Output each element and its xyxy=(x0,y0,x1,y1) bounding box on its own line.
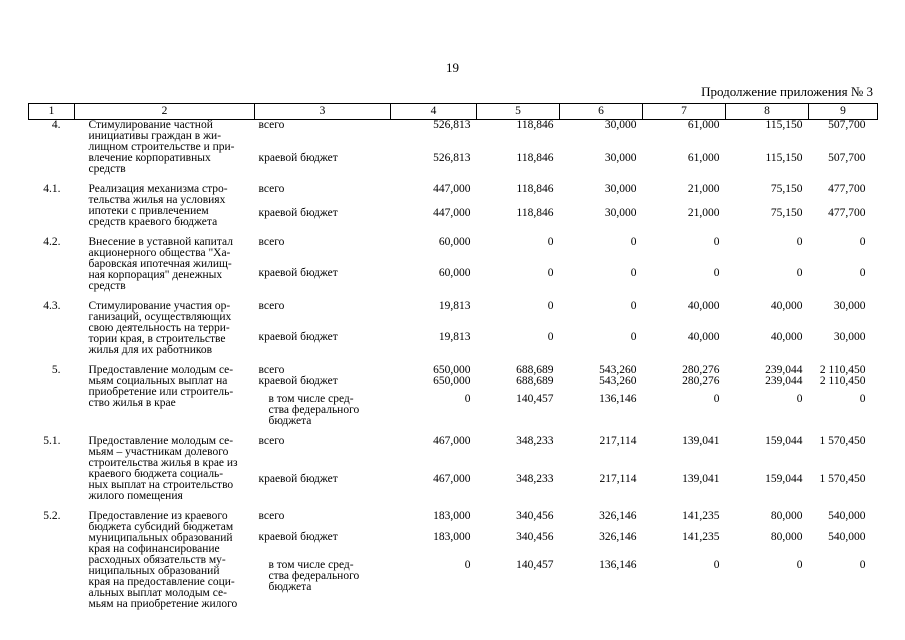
value-cell: 326,146 xyxy=(599,510,637,522)
value-cell: 30,000 xyxy=(604,207,637,220)
text-line: ниципальных образований xyxy=(88,565,220,577)
value-cell: 0 xyxy=(464,393,471,405)
value-cell: 40,000 xyxy=(687,331,720,343)
value-cell: 139,041 xyxy=(682,472,720,485)
funding-source: краевой бюджет xyxy=(258,267,338,279)
value-cell: 140,457 xyxy=(516,393,554,405)
value-cell: 507,700 xyxy=(828,151,866,164)
value-cell: 0 xyxy=(713,267,720,279)
value-cell: 0 xyxy=(859,236,866,248)
text-line: средств краевого бюджета xyxy=(88,216,218,228)
text-line: Стимулирование частной xyxy=(88,119,213,131)
value-cell: 477,700 xyxy=(828,183,866,195)
value-cell: 141,235 xyxy=(682,510,720,522)
value-cell: 0 xyxy=(547,236,554,248)
value-cell: 80,000 xyxy=(770,510,803,522)
value-cell: 0 xyxy=(713,393,720,405)
value-cell: 1 570,450 xyxy=(819,435,866,447)
text-line: бюджета xyxy=(268,415,312,427)
value-cell: 688,689 xyxy=(516,375,554,387)
text-line: Внесение в уставной капитал xyxy=(88,236,233,248)
value-cell: 526,813 xyxy=(433,119,471,131)
text-line: краевого бюджета социаль- xyxy=(88,468,224,480)
value-cell: 139,041 xyxy=(682,435,720,447)
value-cell: 115,150 xyxy=(765,151,803,164)
table-header-row xyxy=(29,104,878,120)
value-cell: 19,813 xyxy=(438,300,471,312)
table-row xyxy=(29,427,878,474)
text-line: ства федерального xyxy=(268,569,360,582)
text-line: тории края, в строительстве xyxy=(88,333,226,345)
row-number: 4. xyxy=(51,119,61,131)
row-number: 5.2. xyxy=(43,510,61,522)
value-cell: 60,000 xyxy=(438,236,471,248)
value-cell: 183,000 xyxy=(433,510,471,522)
column-header: 8 xyxy=(726,104,809,120)
value-cell: 217,114 xyxy=(599,435,637,447)
value-cell: 30,000 xyxy=(833,300,866,312)
value-cell: 1 570,450 xyxy=(819,472,866,485)
value-cell: 239,044 xyxy=(765,364,803,376)
value-cell: 115,150 xyxy=(765,119,803,131)
funding-source xyxy=(255,394,391,427)
value-cell: 0 xyxy=(547,300,554,312)
table-body xyxy=(29,120,878,611)
value-cell: 0 xyxy=(859,267,866,279)
text-line: лищном строительстве и при- xyxy=(88,141,235,153)
value-cell: 239,044 xyxy=(765,375,803,387)
text-line: Реализация механизма стро- xyxy=(88,183,228,195)
value-cell: 280,276 xyxy=(682,364,720,376)
value-cell: 0 xyxy=(713,558,720,571)
value-cell: 348,233 xyxy=(516,472,554,485)
text-line: расходных обязательств му- xyxy=(88,554,226,566)
value-cell: 21,000 xyxy=(687,183,720,195)
value-cell: 540,000 xyxy=(828,510,866,522)
value-cell: 0 xyxy=(630,300,637,312)
value-cell: 543,260 xyxy=(599,364,637,376)
value-cell: 19,813 xyxy=(438,331,471,343)
table-row xyxy=(29,292,878,332)
value-cell: 526,813 xyxy=(433,151,471,164)
value-cell: 30,000 xyxy=(604,119,637,131)
value-cell: 118,846 xyxy=(516,151,554,164)
text-line: бюджета субсидий бюджетам xyxy=(88,521,234,533)
value-cell: 0 xyxy=(630,236,637,248)
text-line: ганизаций, осуществляющих xyxy=(88,311,232,323)
value-cell: 40,000 xyxy=(687,300,720,312)
text-line: ипотеки с привлечением xyxy=(88,205,209,217)
row-title xyxy=(75,356,255,427)
value-cell: 61,000 xyxy=(687,151,720,164)
value-cell: 141,235 xyxy=(682,531,720,544)
row-title xyxy=(75,175,255,228)
value-cell: 2 110,450 xyxy=(819,375,866,387)
value-cell: 0 xyxy=(796,236,803,248)
text-line: в том числе сред- xyxy=(268,558,354,571)
column-header: 7 xyxy=(643,104,726,120)
value-cell: 40,000 xyxy=(770,300,803,312)
text-line: жилья для их работников xyxy=(88,344,213,356)
value-cell: 217,114 xyxy=(599,472,637,485)
row-title xyxy=(75,228,255,292)
text-line: мьям – участникам долевого xyxy=(88,446,229,458)
value-cell: 0 xyxy=(859,558,866,571)
text-line: Предоставление молодым се- xyxy=(88,435,234,447)
text-line: строительства жилья в крае из xyxy=(88,457,238,469)
funding-source xyxy=(255,560,391,610)
value-cell: 467,000 xyxy=(433,435,471,447)
value-cell: 0 xyxy=(630,267,637,279)
value-cell: 40,000 xyxy=(770,331,803,343)
text-line: приобретение или строитель- xyxy=(88,386,234,398)
value-cell: 60,000 xyxy=(438,267,471,279)
funding-source: краевой бюджет xyxy=(258,472,338,485)
funding-source: всего xyxy=(258,236,285,248)
value-cell: 0 xyxy=(796,393,803,405)
funding-source: всего xyxy=(258,300,285,312)
row-number: 5. xyxy=(51,364,61,376)
page-number: 19 xyxy=(446,60,459,75)
text-line: ства федерального xyxy=(268,404,360,416)
text-line: Предоставление молодым се- xyxy=(88,364,234,376)
value-cell: 340,456 xyxy=(516,510,554,522)
value-cell: 0 xyxy=(796,267,803,279)
value-cell: 447,000 xyxy=(433,183,471,195)
funding-source: краевой бюджет xyxy=(258,331,338,343)
budget-table xyxy=(28,103,878,610)
text-line: мьям социальных выплат на xyxy=(88,375,228,387)
value-cell: 75,150 xyxy=(770,183,803,195)
funding-source: всего xyxy=(258,119,285,131)
funding-source: краевой бюджет xyxy=(258,207,338,220)
text-line: края на предоставление соци- xyxy=(88,576,235,588)
value-cell: 0 xyxy=(713,236,720,248)
text-line: средств xyxy=(88,280,126,292)
text-line: ная корпорация" денежных xyxy=(88,269,223,281)
value-cell: 2 110,450 xyxy=(819,364,866,376)
value-cell: 0 xyxy=(547,331,554,343)
text-line: инициативы граждан в жи- xyxy=(88,130,222,142)
value-cell: 507,700 xyxy=(828,119,866,131)
row-number: 4.3. xyxy=(43,300,61,312)
row-number: 4.1. xyxy=(43,183,61,195)
value-cell: 0 xyxy=(547,267,554,279)
table-row xyxy=(29,356,878,376)
value-cell: 0 xyxy=(630,331,637,343)
value-cell: 30,000 xyxy=(833,331,866,343)
value-cell: 650,000 xyxy=(433,364,471,376)
column-header: 9 xyxy=(809,104,878,120)
funding-source: всего xyxy=(258,510,285,522)
column-header: 2 xyxy=(75,104,255,120)
funding-source: всего xyxy=(258,183,285,195)
row-number: 4.2. xyxy=(43,236,61,248)
table-row xyxy=(29,175,878,208)
table-row xyxy=(29,502,878,532)
value-cell: 326,146 xyxy=(599,531,637,544)
value-cell: 75,150 xyxy=(770,207,803,220)
value-cell: 340,456 xyxy=(516,531,554,544)
value-cell: 0 xyxy=(796,558,803,571)
column-header: 6 xyxy=(560,104,643,120)
text-line: Предоставление из краевого xyxy=(88,510,228,522)
value-cell: 650,000 xyxy=(433,375,471,387)
funding-source: всего xyxy=(258,364,285,376)
value-cell: 118,846 xyxy=(516,119,554,131)
text-line: бюджета xyxy=(268,580,312,593)
value-cell: 477,700 xyxy=(828,207,866,220)
text-line: Стимулирование участия ор- xyxy=(88,300,231,312)
value-cell: 447,000 xyxy=(433,207,471,220)
row-number: 5.1. xyxy=(43,435,61,447)
text-line: альных выплат молодым се- xyxy=(88,587,227,599)
text-line: средств xyxy=(88,163,126,175)
funding-source: краевой бюджет xyxy=(258,375,338,387)
value-cell: 543,260 xyxy=(599,375,637,387)
value-cell: 61,000 xyxy=(687,119,720,131)
value-cell: 140,457 xyxy=(516,558,554,571)
text-line: муниципальных образований xyxy=(88,532,233,544)
value-cell: 159,044 xyxy=(765,435,803,447)
column-header: 4 xyxy=(391,104,477,120)
text-line: акционерного общества "Ха- xyxy=(88,247,231,259)
value-cell: 540,000 xyxy=(828,531,866,544)
column-header: 5 xyxy=(477,104,560,120)
funding-source: краевой бюджет xyxy=(258,531,338,544)
text-line: баровская ипотечная жилищ- xyxy=(88,258,232,270)
text-line: жилого помещения xyxy=(88,490,183,502)
value-cell: 118,846 xyxy=(516,207,554,220)
funding-source-detail xyxy=(259,394,391,427)
value-cell: 183,000 xyxy=(433,531,471,544)
text-line: мьям на приобретение жилого xyxy=(88,598,238,610)
value-cell: 159,044 xyxy=(765,472,803,485)
text-line: ных выплат на строительство xyxy=(88,479,234,491)
row-title xyxy=(75,120,255,176)
continuation-label: Продолжение приложения № 3 xyxy=(701,84,873,99)
row-title xyxy=(75,292,255,356)
value-cell: 21,000 xyxy=(687,207,720,220)
value-cell: 348,233 xyxy=(516,435,554,447)
value-cell: 280,276 xyxy=(682,375,720,387)
value-cell: 80,000 xyxy=(770,531,803,544)
funding-source-detail xyxy=(259,560,391,593)
table-row xyxy=(29,120,878,153)
text-line: свою деятельность на терри- xyxy=(88,322,230,334)
row-title xyxy=(75,502,255,610)
column-header: 1 xyxy=(29,104,75,120)
value-cell: 0 xyxy=(859,393,866,405)
text-line: в том числе сред- xyxy=(268,393,354,405)
text-line: влечение корпоративных xyxy=(88,152,211,164)
text-line: ство жилья в крае xyxy=(88,397,176,409)
text-line: тельства жилья на условиях xyxy=(88,194,226,206)
value-cell: 30,000 xyxy=(604,183,637,195)
funding-source: краевой бюджет xyxy=(258,151,338,164)
column-header: 3 xyxy=(255,104,391,120)
value-cell: 467,000 xyxy=(433,472,471,485)
value-cell: 0 xyxy=(464,558,471,571)
row-title xyxy=(75,427,255,502)
value-cell: 688,689 xyxy=(516,364,554,376)
table-row xyxy=(29,228,878,268)
text-line: края на софинансирование xyxy=(88,543,220,555)
value-cell: 30,000 xyxy=(604,151,637,164)
value-cell: 136,146 xyxy=(599,558,637,571)
value-cell: 136,146 xyxy=(599,393,637,405)
value-cell: 118,846 xyxy=(516,183,554,195)
funding-source: всего xyxy=(258,435,285,447)
